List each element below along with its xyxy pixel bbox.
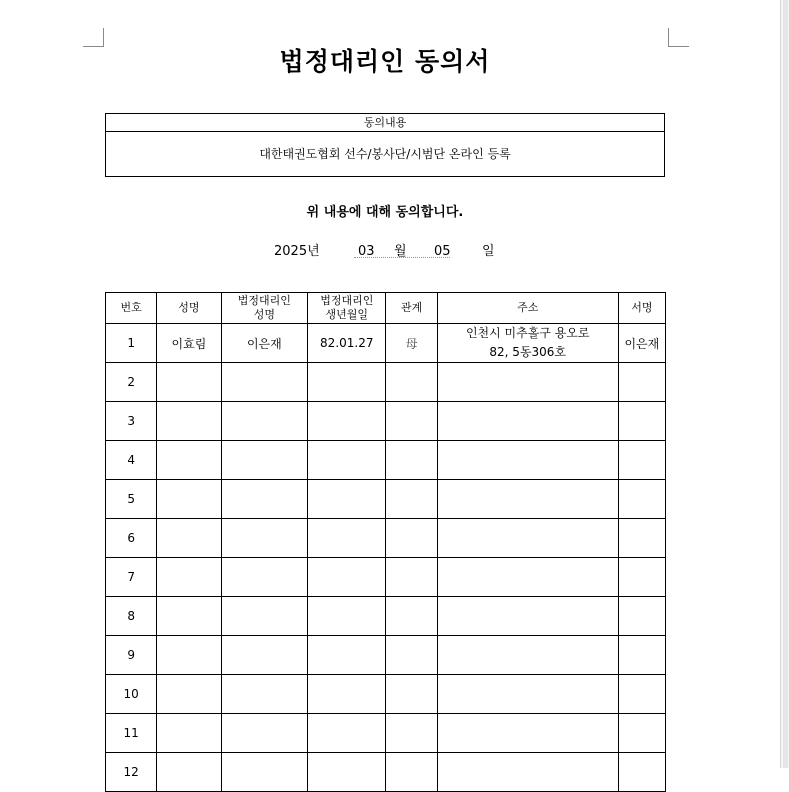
cell-relation: 母 — [386, 324, 437, 363]
table-body — [106, 324, 666, 792]
cell-birth — [308, 597, 386, 636]
cell-no: 5 — [106, 480, 157, 519]
vertical-scrollbar[interactable] — [780, 0, 789, 768]
header-signature: 서명 — [618, 293, 665, 324]
header-guardian-line1: 법정대리인 — [237, 294, 291, 307]
cell-no: 10 — [106, 675, 157, 714]
cell-guardian — [221, 675, 307, 714]
cell-signature — [618, 753, 665, 792]
cell-signature — [618, 636, 665, 675]
table-row — [106, 597, 666, 636]
cell-birth — [308, 714, 386, 753]
cell-name — [157, 753, 221, 792]
cell-name — [157, 636, 221, 675]
header-relation: 관계 — [386, 293, 437, 324]
cell-address — [437, 480, 618, 519]
cell-relation — [386, 636, 437, 675]
cell-no: 6 — [106, 519, 157, 558]
cell-no: 12 — [106, 753, 157, 792]
cell-address — [437, 363, 618, 402]
table-row — [106, 636, 666, 675]
cell-relation — [386, 519, 437, 558]
cell-guardian — [221, 714, 307, 753]
cell-guardian — [221, 441, 307, 480]
cell-name — [157, 480, 221, 519]
cell-birth — [308, 402, 386, 441]
roster-table — [105, 292, 666, 792]
table-row — [106, 480, 666, 519]
cell-name — [157, 597, 221, 636]
document-title: 법정대리인 동의서 — [279, 47, 491, 76]
header-birth-line1: 법정대리인 — [320, 294, 374, 307]
cell-birth — [308, 558, 386, 597]
cell-guardian: 이은재 — [221, 324, 307, 363]
cell-signature — [618, 675, 665, 714]
cell-signature — [618, 558, 665, 597]
consent-content-box — [105, 113, 665, 177]
cell-name — [157, 519, 221, 558]
cell-address — [437, 324, 618, 363]
cell-name: 이효림 — [157, 324, 221, 363]
cell-name — [157, 714, 221, 753]
cell-guardian — [221, 402, 307, 441]
cell-signature — [618, 597, 665, 636]
header-guardian-birth — [308, 293, 386, 324]
cell-birth — [308, 480, 386, 519]
cell-name — [157, 402, 221, 441]
table-row — [106, 402, 666, 441]
cell-relation — [386, 363, 437, 402]
cell-relation — [386, 558, 437, 597]
cell-guardian — [221, 558, 307, 597]
table-row — [106, 675, 666, 714]
table-row — [106, 441, 666, 480]
cell-birth — [308, 441, 386, 480]
cell-name — [157, 441, 221, 480]
cell-guardian — [221, 753, 307, 792]
scrollbar-thumb[interactable] — [783, 0, 788, 768]
cell-guardian — [221, 480, 307, 519]
cell-address — [437, 636, 618, 675]
address-line1: 인천시 미추홀구 용오로 — [465, 326, 590, 340]
table-row — [106, 753, 666, 792]
cell-signature: 이은재 — [618, 324, 665, 363]
cell-name — [157, 363, 221, 402]
header-birth-line2: 생년월일 — [325, 308, 369, 321]
date-month-unit: 월 — [394, 244, 407, 259]
date-year: 2025년 — [274, 244, 320, 259]
cell-birth — [308, 636, 386, 675]
cell-address — [437, 402, 618, 441]
cell-signature — [618, 480, 665, 519]
cell-address — [437, 597, 618, 636]
cell-address — [437, 675, 618, 714]
cell-address — [437, 558, 618, 597]
cell-relation — [386, 753, 437, 792]
cell-no: 3 — [106, 402, 157, 441]
cell-signature — [618, 519, 665, 558]
cell-address — [437, 753, 618, 792]
cell-guardian — [221, 363, 307, 402]
cell-address — [437, 441, 618, 480]
cell-address — [437, 714, 618, 753]
date-day-unit: 일 — [482, 244, 495, 259]
agreement-statement: 위 내용에 대해 동의합니다. — [306, 205, 464, 220]
cell-birth — [308, 363, 386, 402]
address-line2: 82, 5동306호 — [489, 345, 567, 359]
table-row — [106, 519, 666, 558]
header-guardian-name — [221, 293, 307, 324]
header-guardian-line2: 성명 — [253, 308, 275, 321]
cell-no: 9 — [106, 636, 157, 675]
cell-relation — [386, 480, 437, 519]
cell-no: 2 — [106, 363, 157, 402]
cell-guardian — [221, 519, 307, 558]
cell-no: 7 — [106, 558, 157, 597]
cell-birth: 82.01.27 — [308, 324, 386, 363]
cell-signature — [618, 363, 665, 402]
table-row — [106, 324, 666, 363]
table-header-row — [106, 293, 666, 324]
cell-no: 4 — [106, 441, 157, 480]
date-spellcheck-underline — [354, 257, 450, 258]
date-month: 03 — [358, 244, 375, 259]
cell-birth — [308, 675, 386, 714]
cell-signature — [618, 402, 665, 441]
consent-header: 동의내용 — [106, 114, 664, 132]
cell-guardian — [221, 597, 307, 636]
cell-birth — [308, 753, 386, 792]
cell-relation — [386, 441, 437, 480]
table-row — [106, 714, 666, 753]
cell-no: 11 — [106, 714, 157, 753]
cell-signature — [618, 714, 665, 753]
cell-no: 8 — [106, 597, 157, 636]
table-row — [106, 558, 666, 597]
cell-relation — [386, 597, 437, 636]
cell-birth — [308, 519, 386, 558]
cell-relation — [386, 675, 437, 714]
cell-address — [437, 519, 618, 558]
consent-body: 대한태권도협회 선수/봉사단/시범단 온라인 등록 — [259, 147, 511, 161]
cell-name — [157, 558, 221, 597]
table-row — [106, 363, 666, 402]
header-address: 주소 — [437, 293, 618, 324]
cell-guardian — [221, 636, 307, 675]
header-name: 성명 — [157, 293, 221, 324]
cell-relation — [386, 402, 437, 441]
date-day: 05 — [434, 244, 451, 259]
cell-signature — [618, 441, 665, 480]
cell-no: 1 — [106, 324, 157, 363]
header-no: 번호 — [106, 293, 157, 324]
cell-relation — [386, 714, 437, 753]
cell-name — [157, 675, 221, 714]
